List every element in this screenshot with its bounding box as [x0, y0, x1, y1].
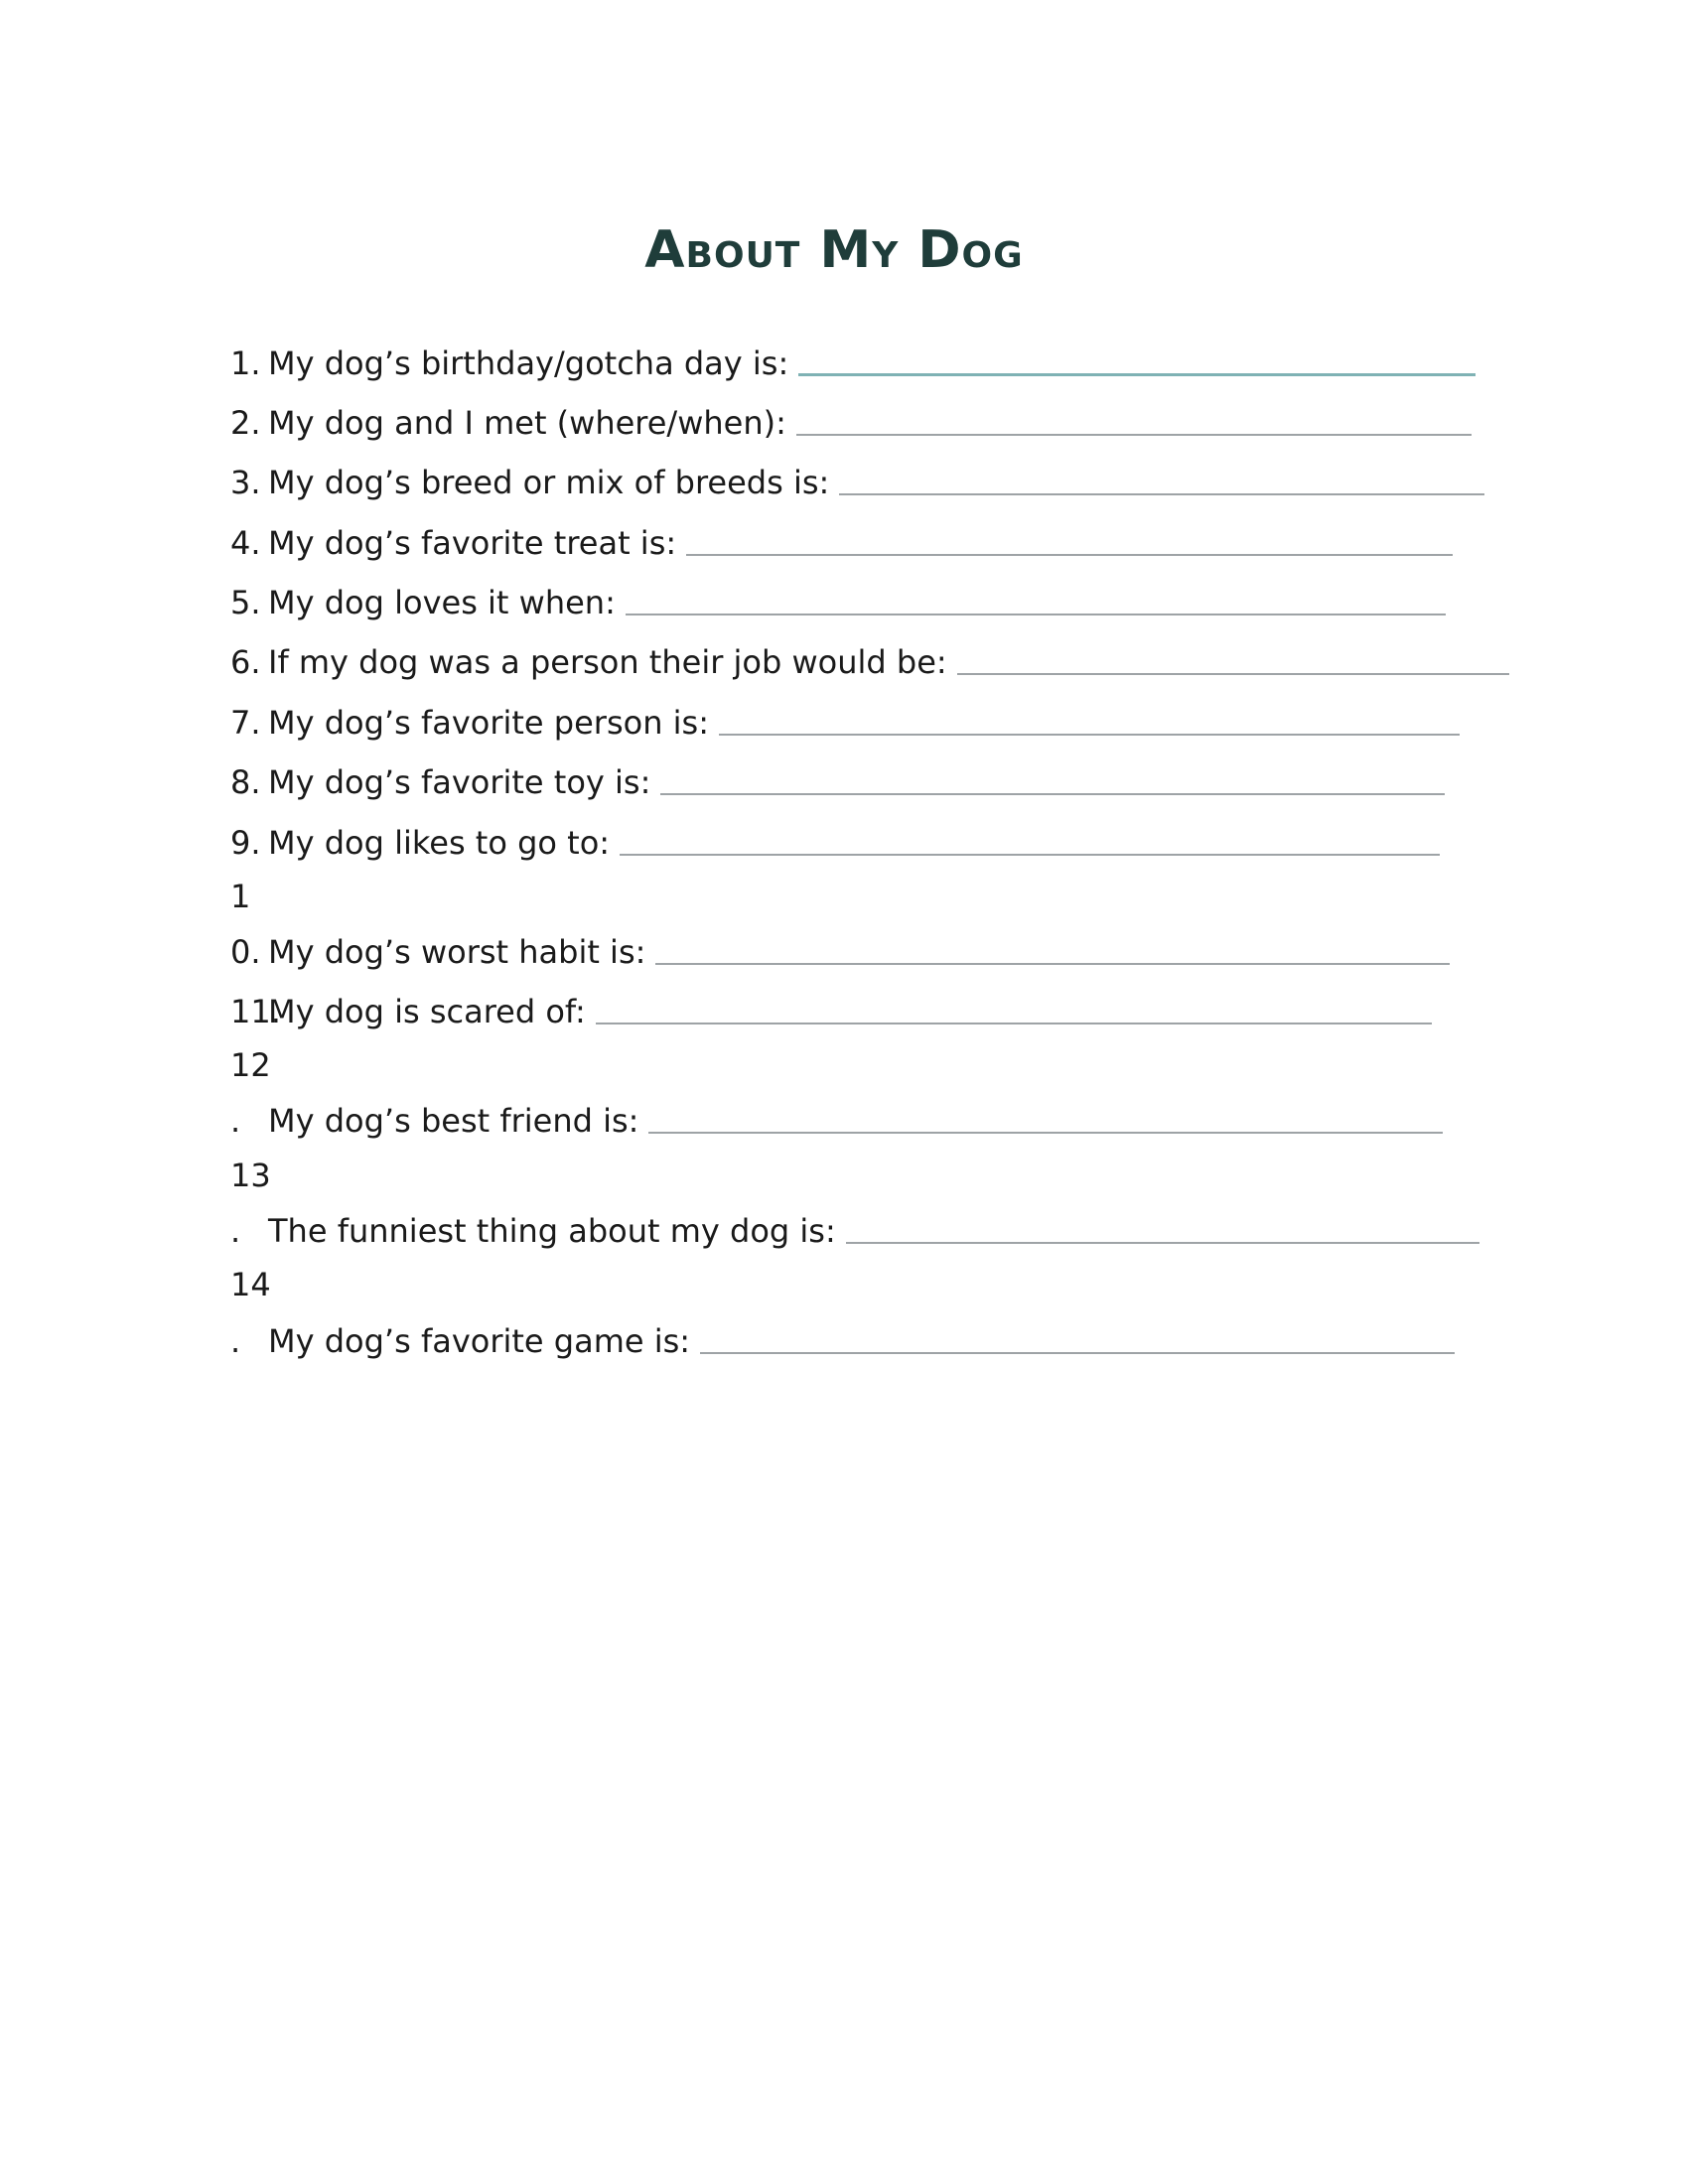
question-label: My dog and I met (where/when):: [268, 404, 786, 442]
question-number: 3.: [230, 464, 261, 501]
question-14: [230, 1310, 1455, 1360]
question-number: .: [230, 1212, 241, 1250]
question-3: [230, 452, 1484, 501]
answer-line[interactable]: [596, 1023, 1432, 1024]
question-number: 4.: [230, 524, 261, 562]
question-label: My dog is scared of:: [268, 993, 586, 1030]
page-title: About My Dog: [644, 220, 1024, 280]
answer-line[interactable]: [839, 493, 1484, 495]
question-label: The funniest thing about my dog is:: [268, 1212, 836, 1250]
question-label: My dog loves it when:: [268, 584, 616, 621]
answer-line[interactable]: [796, 434, 1472, 436]
question-number-top: 1: [230, 878, 251, 915]
answer-line[interactable]: [660, 793, 1445, 795]
question-11: [230, 981, 1432, 1030]
question-9: [230, 812, 1440, 862]
question-10: [230, 921, 1450, 971]
answer-line[interactable]: [957, 673, 1509, 675]
question-1: [230, 333, 1476, 382]
question-4: [230, 512, 1453, 562]
question-8: [230, 751, 1445, 801]
question-number: .: [230, 1322, 241, 1360]
question-number-top: 13: [230, 1157, 271, 1194]
answer-line[interactable]: [626, 614, 1446, 615]
answer-line[interactable]: [798, 373, 1476, 376]
question-6: [230, 631, 1509, 681]
question-number: 0.: [230, 933, 261, 971]
question-number: 5.: [230, 584, 261, 621]
answer-line[interactable]: [846, 1242, 1479, 1244]
question-number: 1.: [230, 344, 261, 382]
question-label: My dog’s favorite person is:: [268, 704, 709, 742]
question-label: My dog’s favorite treat is:: [268, 524, 677, 562]
answer-line[interactable]: [719, 734, 1460, 736]
answer-line[interactable]: [686, 554, 1453, 556]
question-number: 7.: [230, 704, 261, 742]
question-number: .: [230, 1102, 241, 1140]
question-number: 9.: [230, 824, 261, 862]
question-number: 11.: [230, 993, 281, 1030]
question-label: My dog’s worst habit is:: [268, 933, 646, 971]
answer-line[interactable]: [700, 1352, 1455, 1354]
question-13: [230, 1200, 1479, 1250]
answer-line[interactable]: [620, 854, 1440, 856]
question-number-top: 12: [230, 1046, 271, 1084]
question-12: [230, 1090, 1443, 1140]
question-label: My dog’s birthday/gotcha day is:: [268, 344, 789, 382]
question-number: 8.: [230, 763, 261, 801]
question-label: My dog’s favorite toy is:: [268, 763, 651, 801]
question-label: My dog’s breed or mix of breeds is:: [268, 464, 830, 501]
question-label: If my dog was a person their job would be:: [268, 643, 947, 681]
question-2: [230, 392, 1472, 442]
question-label: My dog likes to go to:: [268, 824, 611, 862]
question-number: 2.: [230, 404, 261, 442]
question-label: My dog’s favorite game is:: [268, 1322, 691, 1360]
answer-line[interactable]: [648, 1132, 1443, 1134]
question-label: My dog’s best friend is:: [268, 1102, 639, 1140]
question-number-top: 14: [230, 1266, 271, 1303]
question-5: [230, 572, 1446, 621]
question-7: [230, 692, 1460, 742]
answer-line[interactable]: [655, 963, 1450, 965]
question-number: 6.: [230, 643, 261, 681]
